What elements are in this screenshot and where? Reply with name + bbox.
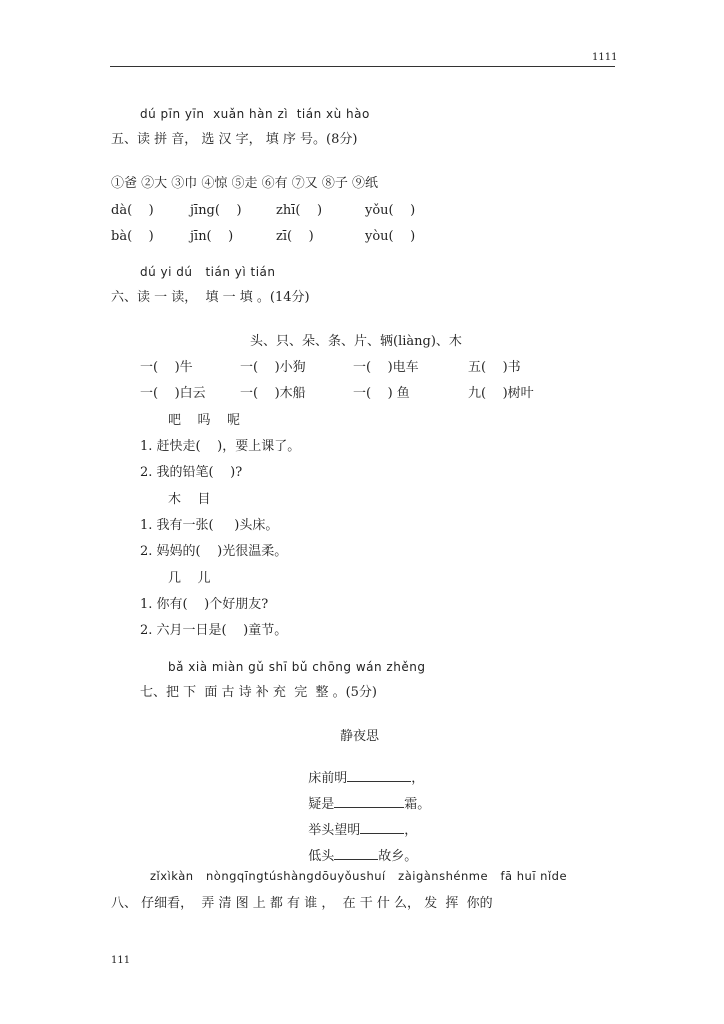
poem-line-4 (300, 834, 417, 863)
poem-fill-blank[interactable] (334, 795, 404, 808)
s6-group1-options: 吧 吗 呢 (168, 413, 241, 428)
s5-answer-blank[interactable]: zī( ) (276, 229, 314, 244)
s8-pinyin: zǐxìkàn nòngqīngtúshàngdōuyǒushuí zàigànshénme fā huī nǐde (150, 869, 568, 883)
s6-measure-blank[interactable]: 一( )白云 (140, 386, 206, 401)
s7-pinyin: bǎ xià miàn gǔ shī bǔ chōng wán zhěng (168, 660, 426, 674)
s7-title: 七、把 下 面 古 诗 补 充 完 整 。(5分) (140, 685, 378, 700)
poem-line-3 (300, 808, 417, 837)
poem-line-text: 床前明 (308, 771, 348, 786)
poem-line-text: 举头望明 (308, 823, 361, 838)
s5-answer-blank[interactable]: zhī( ) (276, 203, 323, 218)
s5-answer-blank[interactable]: bà( ) (111, 229, 154, 244)
footer-page-number: 111 (111, 955, 131, 966)
poem-fill-blank[interactable] (347, 769, 411, 782)
s5-answer-blank[interactable]: yòu( ) (365, 229, 416, 244)
poem-line-punct: ， (411, 771, 425, 786)
s6-measure-blank[interactable]: 一( )木船 (240, 386, 306, 401)
s6-group3-item[interactable]: 2. 六月一日是( )童节。 (140, 623, 288, 638)
s6-group2-item[interactable]: 2. 妈妈的( )光很温柔。 (140, 544, 288, 559)
s5-answer-blank[interactable]: jīng( ) (190, 203, 242, 218)
s6-measure-blank[interactable]: 一( )小狗 (240, 360, 306, 375)
s6-pinyin: dú yi dú tián yì tián (140, 265, 276, 279)
poem-line-text: 疑是 (308, 797, 335, 812)
s6-group3-options: 几 儿 (168, 571, 211, 586)
poem-line-punct: ， (404, 823, 418, 838)
s5-pinyin: dú pīn yīn xuǎn hàn zì tián xù hào (140, 107, 370, 121)
s5-answer-blank[interactable]: yǒu( ) (365, 203, 416, 218)
s5-answer-blank[interactable]: jīn( ) (190, 229, 234, 244)
s5-char-options: ①爸 ②大 ③巾 ④惊 ⑤走 ⑥有 ⑦又 ⑧子 ⑨纸 (111, 176, 379, 191)
s6-group1-item[interactable]: 2. 我的铅笔( )? (140, 465, 243, 480)
header-rule (110, 66, 615, 67)
s6-measure-blank[interactable]: 五( )书 (468, 360, 521, 375)
s6-measure-blank[interactable]: 一( )牛 (140, 360, 193, 375)
s6-group3-item[interactable]: 1. 你有( )个好朋友? (140, 597, 269, 612)
poem-line-punct: 故乡。 (378, 849, 418, 864)
s6-group2-item[interactable]: 1. 我有一张( )头床。 (140, 518, 279, 533)
poem-fill-blank[interactable] (334, 847, 378, 860)
header-page-number: 1111 (592, 52, 618, 63)
s6-measure-blank[interactable]: 九( )树叶 (468, 386, 534, 401)
poem-line-1 (300, 756, 424, 785)
s6-title: 六、读 一 读， 填 一 填 。(14分) (111, 290, 310, 305)
poem-title: 静夜思 (340, 729, 380, 744)
s6-measure-blank[interactable]: 一( )电车 (353, 360, 419, 375)
s8-title: 八、 仔细看， 弄 清 图 上 都 有 谁 ， 在 干 什 么， 发 挥 你的 (111, 896, 493, 911)
s6-group1-item[interactable]: 1. 赶快走( )，要上课了。 (140, 439, 301, 454)
s6-word-bank: 头、只、朵、条、片、辆(liàng)、木 (250, 334, 462, 349)
poem-line-punct: 霜。 (404, 797, 431, 812)
poem-line-text: 低头 (308, 849, 335, 864)
s5-answer-blank[interactable]: dà( ) (111, 203, 154, 218)
s6-group2-options: 木 目 (168, 492, 211, 507)
s5-title: 五、读 拼 音， 选 汉 字， 填 序 号。(8分) (111, 132, 358, 147)
poem-line-2 (300, 782, 430, 811)
s6-measure-blank[interactable]: 一( ) 鱼 (353, 386, 410, 401)
poem-fill-blank[interactable] (360, 821, 404, 834)
